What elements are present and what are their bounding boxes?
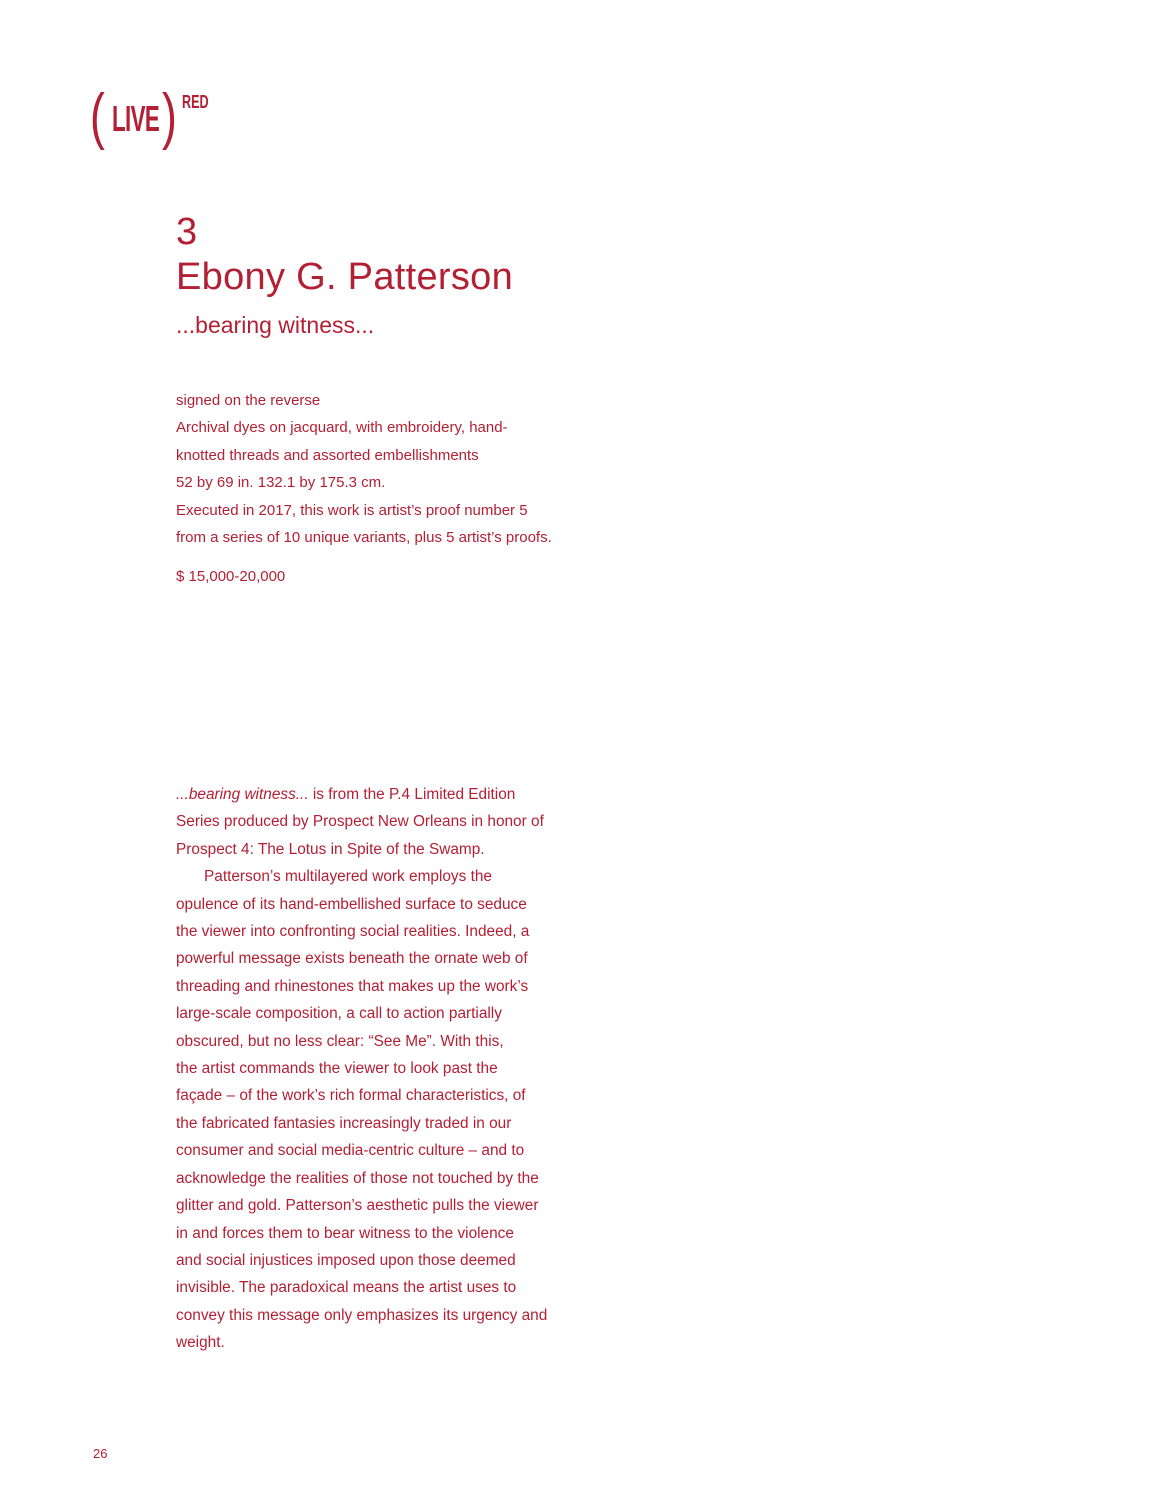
detail-execution-2: from a series of 10 unique variants, plus 5 artist’s proofs. [176, 529, 552, 547]
essay-line [176, 781, 596, 808]
catalogue-essay [176, 781, 596, 1357]
essay-line: weight. [176, 1334, 225, 1352]
live-red-logo [90, 82, 220, 154]
essay-line: the viewer into confronting social realities. Indeed, a [176, 923, 530, 941]
estimate: $ 15,000-20,000 [176, 568, 286, 585]
logo-open-paren: ( [90, 82, 105, 151]
artist-name: Ebony G. Patterson [176, 256, 514, 298]
essay-line: invisible. The paradoxical means the artist uses to [176, 1279, 517, 1297]
essay-line: glitter and gold. Patterson’s aesthetic pulls the viewer [176, 1197, 539, 1215]
essay-line: threading and rhinestones that makes up the work’s [176, 977, 529, 995]
essay-first-rest: is from the P.4 Limited Edition [308, 786, 516, 803]
essay-line: acknowledge the realities of those not touched by the [176, 1169, 539, 1187]
essay-line: Patterson’s multilayered work employs the [204, 868, 492, 886]
detail-medium-2: knotted threads and assorted embellishments [176, 446, 479, 464]
logo-live-text: LIVE [112, 98, 160, 139]
detail-signature: signed on the reverse [176, 392, 321, 409]
lot-details [176, 387, 596, 551]
essay-line: the artist commands the viewer to look past the [176, 1060, 498, 1078]
detail-dimensions: 52 by 69 in. 132.1 by 175.3 cm. [176, 474, 386, 492]
essay-line: large-scale composition, a call to action partially [176, 1005, 502, 1023]
essay-line: façade – of the work’s rich formal characteristics, of [176, 1087, 526, 1105]
essay-title-italic: ...bearing witness... [176, 786, 309, 803]
detail-execution-1: Executed in 2017, this work is artist’s proof number 5 [176, 501, 528, 519]
essay-line: the fabricated fantasies increasingly traded in our [176, 1114, 512, 1132]
essay-line: Prospect 4: The Lotus in Spite of the Swamp. [176, 840, 485, 858]
work-title: ...bearing witness... [176, 312, 375, 338]
essay-line: and social injustices imposed upon those deemed [176, 1251, 516, 1269]
detail-medium-1: Archival dyes on jacquard, with embroidery, hand- [176, 419, 508, 437]
essay-line: convey this message only emphasizes its urgency and [176, 1306, 548, 1324]
essay-line: in and forces them to bear witness to the violence [176, 1224, 514, 1242]
essay-line: consumer and social media-centric culture – and to [176, 1142, 525, 1160]
logo-red-text: RED [182, 92, 209, 112]
essay-line: powerful message exists beneath the ornate web of [176, 950, 528, 968]
page-number: 26 [93, 1446, 108, 1461]
essay-line: Series produced by Prospect New Orleans in honor of [176, 813, 544, 831]
essay-line: obscured, but no less clear: “See Me”. With this, [176, 1032, 504, 1050]
essay-line: opulence of its hand-embellished surface to seduce [176, 895, 527, 913]
lot-number: 3 [176, 211, 198, 253]
logo-close-paren: ) [162, 82, 177, 151]
